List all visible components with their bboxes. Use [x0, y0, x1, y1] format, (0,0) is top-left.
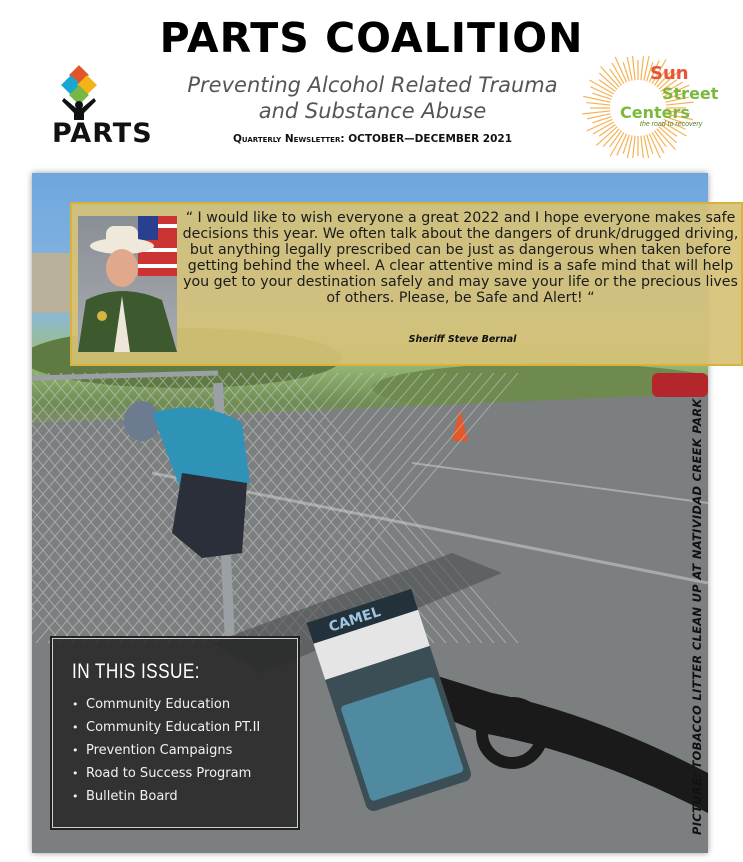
sun-street-word-sun: Sun	[650, 63, 689, 84]
toc-item-road-to-success[interactable]: • Road to Success Program	[72, 766, 260, 789]
photo-caption: PICTURE: TOBACCO LITTER CLEAN UP AT NATIVIDAD CREEK PARK	[690, 398, 704, 835]
in-this-issue-list	[72, 697, 260, 812]
subtitle-line-2: and Substance Abuse	[258, 99, 487, 123]
issue-date: Quarterly Newsletter: OCTOBER—DECEMBER 2021	[232, 133, 513, 145]
toc-item-community-education[interactable]: • Community Education	[72, 697, 260, 720]
in-this-issue-heading: IN THIS ISSUE:	[72, 660, 200, 683]
sun-street-word-street: Street	[662, 84, 719, 103]
newsletter-title: PARTS COALITION	[159, 14, 584, 62]
tin-brand-text: CAMEL	[326, 603, 383, 636]
sheriff-portrait-illustration	[78, 216, 177, 352]
subtitle-line-1: Preventing Alcohol Related Trauma	[187, 73, 558, 97]
flag-canton	[138, 216, 158, 240]
newsletter-subtitle	[160, 72, 585, 124]
sheriff-portrait	[78, 216, 177, 352]
sun-street-tagline: the road to recovery	[640, 121, 703, 128]
badge-shape	[97, 311, 107, 321]
cowboy-hat-crown	[106, 226, 138, 246]
parts-logo-text: PARTS	[52, 118, 153, 149]
quote-author: Sheriff Steve Bernal	[408, 334, 517, 345]
toc-item-community-education-pt2[interactable]: • Community Education PT.II	[72, 720, 260, 743]
volunteer-head	[124, 401, 160, 441]
red-car-shape	[652, 373, 708, 397]
toc-item-prevention-campaigns[interactable]: • Prevention Campaigns	[72, 743, 260, 766]
sheriff-quote-text: “ I would like to wish everyone a great 2022 and I hope everyone makes safe decisions this year. We often talk about the dangers of drunk/drugged driving, but anything legally prescribed can be just as dangerous when taken before getting behind the wheel. A clear attentive mind is a safe mind that will help you get to your destination safely and may save your life or the precious lives of others. Please, be Safe and Alert! “	[182, 210, 739, 306]
sheriff-face	[106, 249, 138, 287]
sun-street-word-centers: Centers	[620, 103, 690, 122]
toc-item-bulletin-board[interactable]: • Bulletin Board	[72, 789, 260, 812]
